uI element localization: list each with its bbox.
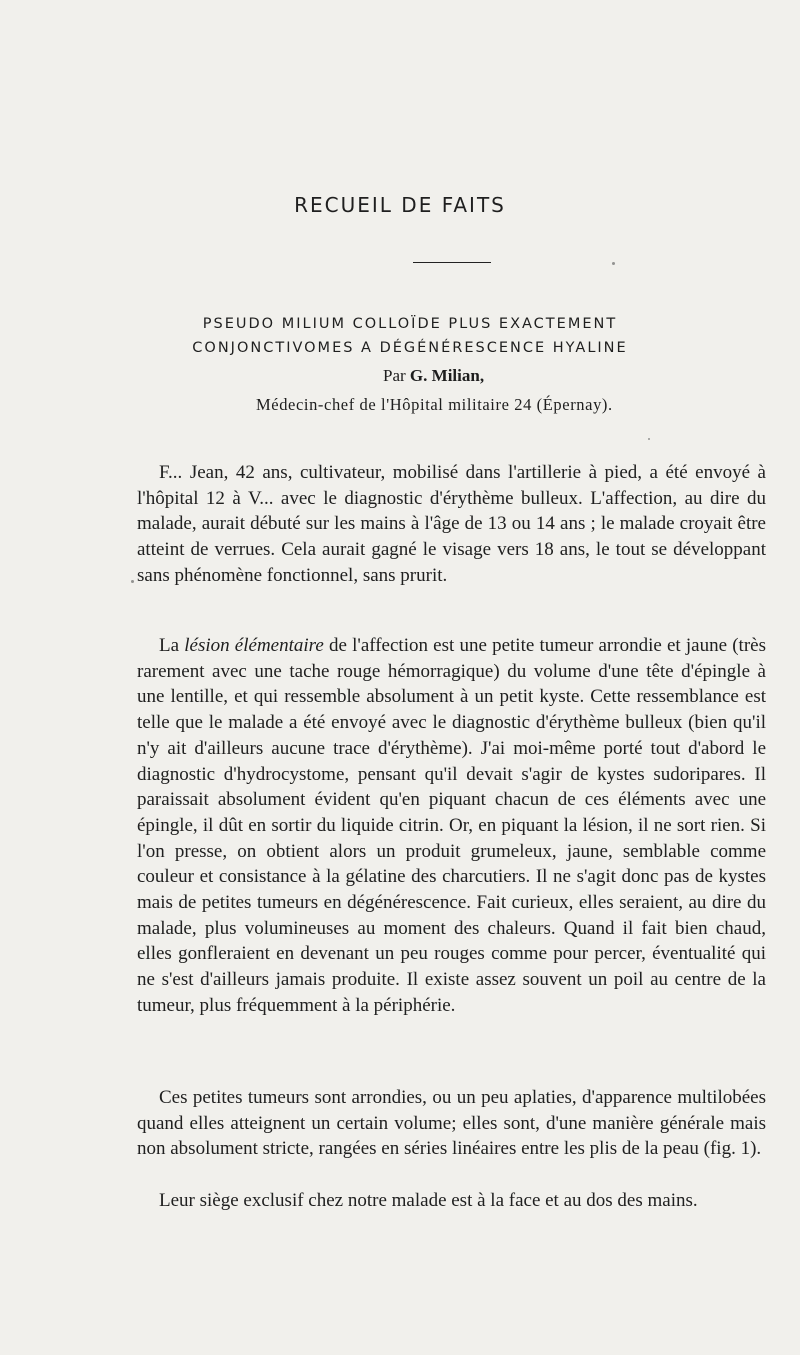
- byline: [383, 366, 484, 386]
- paragraph-2: [137, 633, 766, 1019]
- paragraph-3: [137, 1085, 766, 1162]
- paragraph-3-text: Ces petites tumeurs sont arrondies, ou un peu aplaties, d'apparence multilobées quand elles atteignent un certain volume; elles sont, d'une manière générale mais non absolument stricte, rangées en séries linéaires entre les plis de la peau (fig. 1).: [137, 1087, 766, 1160]
- author-name: G. Milian,: [409, 366, 485, 385]
- author-affiliation: Médecin-chef de l'Hôpital militaire 24 (Épernay).: [256, 395, 613, 414]
- paragraph-4-text: Leur siège exclusif chez notre malade est à la face et au dos des mains.: [159, 1190, 698, 1211]
- paragraph-4: [137, 1188, 766, 1214]
- paper-speck: [648, 438, 650, 440]
- byline-prefix: Par: [383, 366, 406, 385]
- paper-speck: [131, 580, 134, 583]
- paragraph-1-text: F... Jean, 42 ans, cultivateur, mobilisé dans l'artillerie à pied, a été envoyé à l'hôpital 12 à V... avec le diagnostic d'érythème bulleux. L'affection, au dire du malade, aurait débuté sur les mains à l'âge de 13 ou 14 ans ; le malade croyait être atteint de verrues. Cela aurait gagné le visage vers 18 ans, le tout se développant sans phénomène fonctionnel, sans prurit.: [137, 462, 766, 586]
- paper-speck: [612, 262, 615, 265]
- paragraph-2-rest: de l'affection est une petite tumeur arrondie et jaune (très rarement avec une tache rouge hémorragique) du volume d'une tête d'épingle à une lentille, et qui ressemble absolument à un petit kyste. Cette ressemblance est telle que le malade a été envoyé avec le diagnostic d'érythème bulleux (bien qu'il n'y ait d'ailleurs aucune trace d'érythème). J'ai moi-même porté tout d'abord le diagnostic d'hydrocystome, pensant qu'il devait s'agir de kystes sudoripares. Il paraissait absolument évident qu'en piquant chacun de ces éléments avec une épingle, il dût en sortir du liquide citrin. Or, en piquant la lésion, il ne sort rien. Si l'on presse, on obtient alors un produit grumeleux, jaune, semblable comme couleur et consistance à la gélatine des charcutiers. Il ne s'agit donc pas de kystes mais de petites tumeurs en dégénérescence. Fait curieux, elles seraient, au dire du malade, plus volumineuses au moment des chaleurs. Quand il fait bien chaud, elles gonfleraient en devenant un peu rouges comme pour percer, éventualité qui ne s'est d'ailleurs jamais produite. Il existe assez souvent un poil au centre de la tumeur, plus fréquemment à la périphérie.: [137, 635, 766, 1016]
- paragraph-1: [137, 460, 766, 589]
- article-title-line-1: PSEUDO MILIUM COLLOÏDE PLUS EXACTEMENT: [202, 316, 618, 332]
- paragraph-2-text: [137, 633, 766, 1019]
- title-divider: [413, 262, 491, 263]
- paragraph-2-start: La: [159, 635, 185, 656]
- section-title: RECUEIL DE FAITS: [294, 193, 506, 217]
- paragraph-2-emphasis: lésion élémentaire: [184, 635, 324, 656]
- article-title-line-2: CONJONCTIVOMES A DÉGÉNÉRESCENCE HYALINE: [192, 340, 628, 356]
